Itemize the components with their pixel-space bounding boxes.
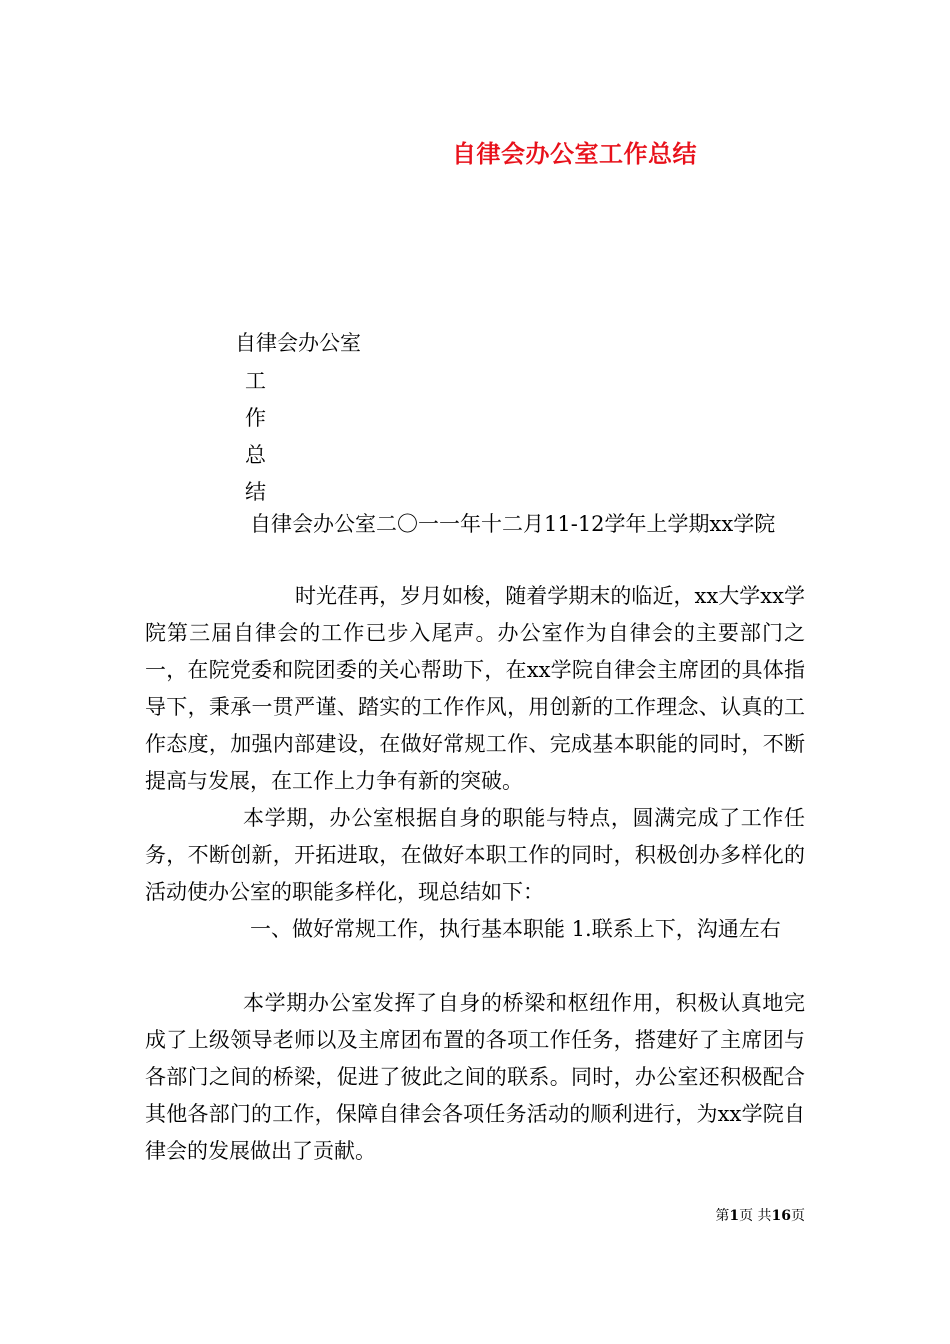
- footer-prefix: 第: [715, 1208, 730, 1224]
- vertical-char-2: 作: [245, 406, 266, 430]
- subtitle: 自律会办公室: [235, 331, 361, 355]
- document-title: 自律会办公室工作总结: [452, 140, 697, 168]
- footer-middle: 页 共: [739, 1208, 772, 1224]
- paragraph-semester-summary: 本学期，办公室根据自身的职能与特点，圆满完成了工作任务，不断创新，开拓进取，在做好本职工作的同时，积极创办多样化的活动使办公室的职能多样化，现总结如下：: [145, 806, 805, 904]
- footer-current-page: 1: [729, 1208, 740, 1224]
- paragraph-date-line: 自律会办公室二〇一一年十二月11-12学年上学期xx学院: [250, 512, 776, 536]
- paragraph-bridge-role: 本学期办公室发挥了自身的桥梁和枢纽作用，积极认真地完成了上级领导老师以及主席团布置的各项工作任务，搭建好了主席团与各部门之间的桥梁，促进了彼此之间的联系。同时，办公室还积极配合其他各部门的工作，保障自律会各项任务活动的顺利进行，为xx学院自律会的发展做出了贡献。: [145, 991, 805, 1163]
- footer-suffix: 页: [791, 1208, 805, 1224]
- page-footer: [715, 1205, 805, 1225]
- vertical-char-1: 工: [245, 369, 266, 393]
- paragraph-section-heading: 一、做好常规工作，执行基本职能 1.联系上下，沟通左右: [250, 917, 781, 941]
- vertical-char-4: 结: [245, 480, 266, 504]
- vertical-char-3: 总: [245, 443, 266, 467]
- footer-total-pages: 16: [771, 1208, 791, 1224]
- paragraph-intro: 时光荏再，岁月如梭，随着学期末的临近，xx大学xx学院第三届自律会的工作已步入尾声。办公室作为自律会的主要部门之一，在院党委和院团委的关心帮助下，在xx学院自律会主席团的具体指导下，秉承一贯严谨、踏实的工作作风，用创新的工作理念、认真的工作态度，加强内部建设，在做好常规工作、完成基本职能的同时，不断提高与发展，在工作上力争有新的突破。: [145, 584, 805, 793]
